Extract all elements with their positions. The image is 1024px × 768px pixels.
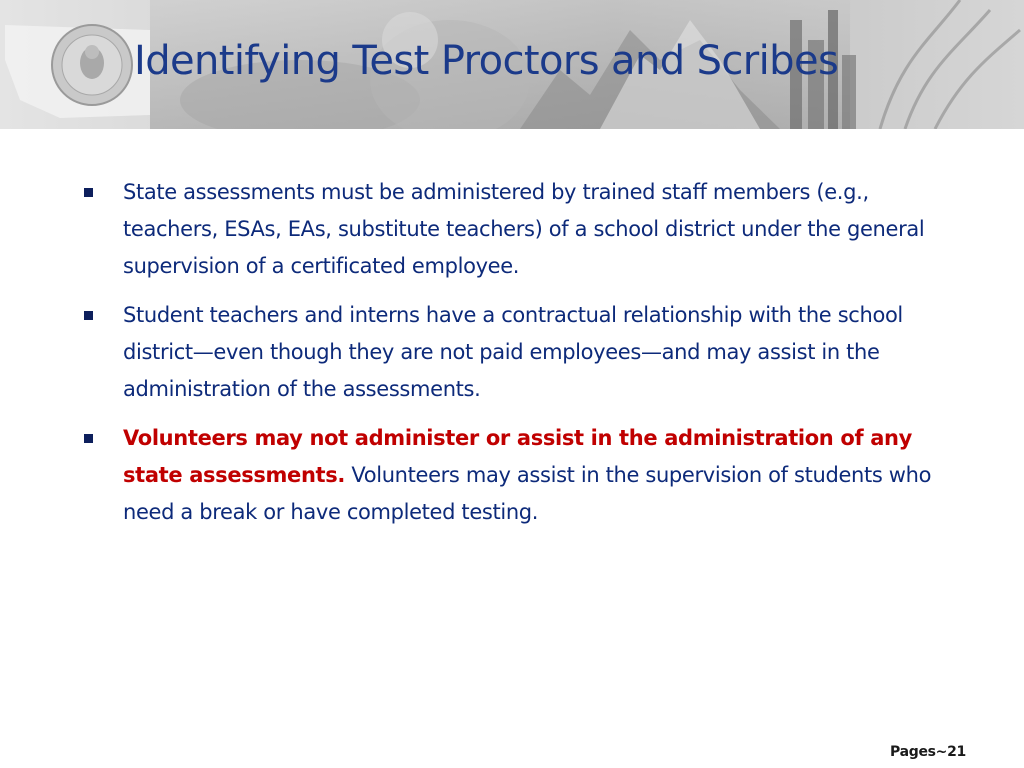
- square-bullet-icon: [84, 311, 93, 320]
- bullet-text: Student teachers and interns have a contractual relationship with the school district—even though they are not paid employees—and may assist in the administration of the assessments.: [123, 303, 903, 401]
- square-bullet-icon: [84, 434, 93, 443]
- state-seal-icon: [52, 25, 132, 105]
- bullet-item: [80, 174, 960, 285]
- page-number: Pages~21: [890, 744, 966, 760]
- bullet-list: [80, 174, 960, 543]
- bullet-emphasis-text: Volunteers may not administer or assist in the administration of any state assessments.: [123, 426, 912, 487]
- slide-title: Identifying Test Proctors and Scribes: [134, 38, 839, 84]
- square-bullet-icon: [84, 188, 93, 197]
- bullet-text: State assessments must be administered by trained staff members (e.g., teachers, ESAs, EAs, substitute teachers) of a school district under the general supervision of a certificated employee.: [123, 180, 925, 278]
- bullet-item: [80, 420, 960, 531]
- bullet-item: [80, 297, 960, 408]
- bullet-text: [123, 420, 960, 531]
- bullet-continuation-text: Volunteers may assist in the supervision of students who need a break or have completed testing.: [123, 463, 932, 524]
